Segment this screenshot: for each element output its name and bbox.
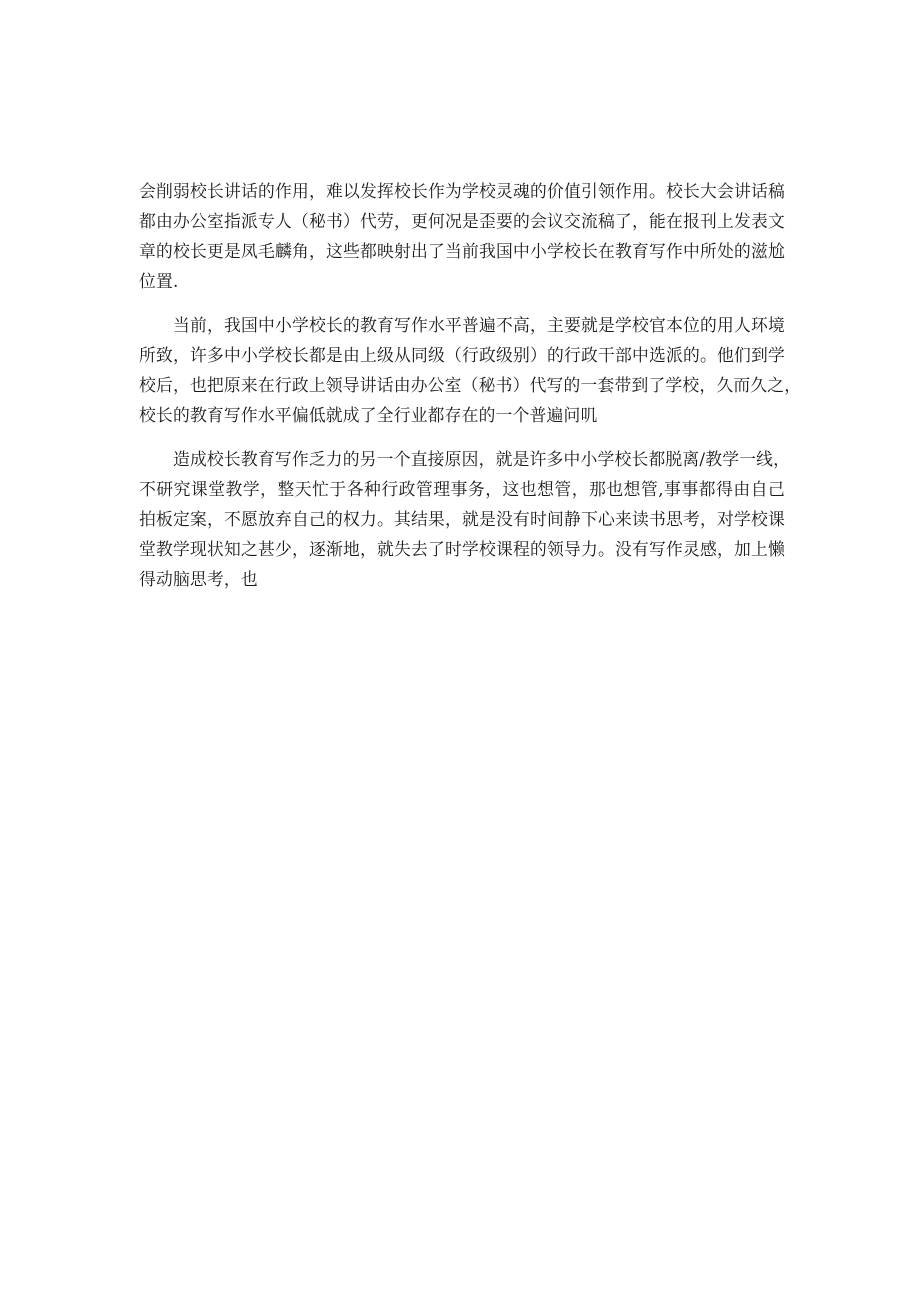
paragraph-2 [139,310,802,430]
text-line: 所致，许多中小学校长都是由上级从同级（行政级别）的行政干部中选派的。他们到学 [139,345,785,365]
text-line: 不研究课堂教学，整天忙于各种行政管理事务，这也想管，那也想管,事事都得由自己 [139,479,785,499]
document-body [139,176,802,608]
paragraph-1 [139,176,785,296]
text-line: 当前，我国中小学校长的教育写作水平普遍不高，主要就是学校官本位的用人环境 [139,315,785,335]
text-line: 校长的教育写作水平偏低就成了全行业都存在的一个普遍问叽 [139,405,598,425]
text-line: 堂教学现状知之甚少，逐渐地，就失去了时学校课程的领导力。没有写作灵感，加上懒 [139,539,785,559]
text-line: 位置. [139,271,179,291]
text-line: 章的校长更是凤毛麟角，这些都映射出了当前我国中小学校长在教育写作中所处的滋尬 [139,241,785,261]
text-line: 拍板定案，不愿放弃自己的权力。其结果，就是没有时间静下心来读书思考，对学校课 [139,509,785,529]
text-line: 得动脑思考，也 [139,569,258,589]
text-line: 造成校长教育写作乏力的另一个直接原因，就是许多中小学校长都脱离/教学一线， [139,449,791,469]
text-line: 会削弱校长讲话的作用，难以发挥校长作为学校灵魂的价值引领作用。校长大会讲话稿 [139,181,785,201]
paragraph-3 [139,444,791,594]
text-line: 都由办公室指派专人（秘书）代劳，更何况是歪要的会议交流稿了，能在报刊上发表文 [139,211,785,231]
text-line: 校后，也把原来在行政上领导讲话由办公室（秘书）代写的一套带到了学校，久而久之， [139,375,802,395]
